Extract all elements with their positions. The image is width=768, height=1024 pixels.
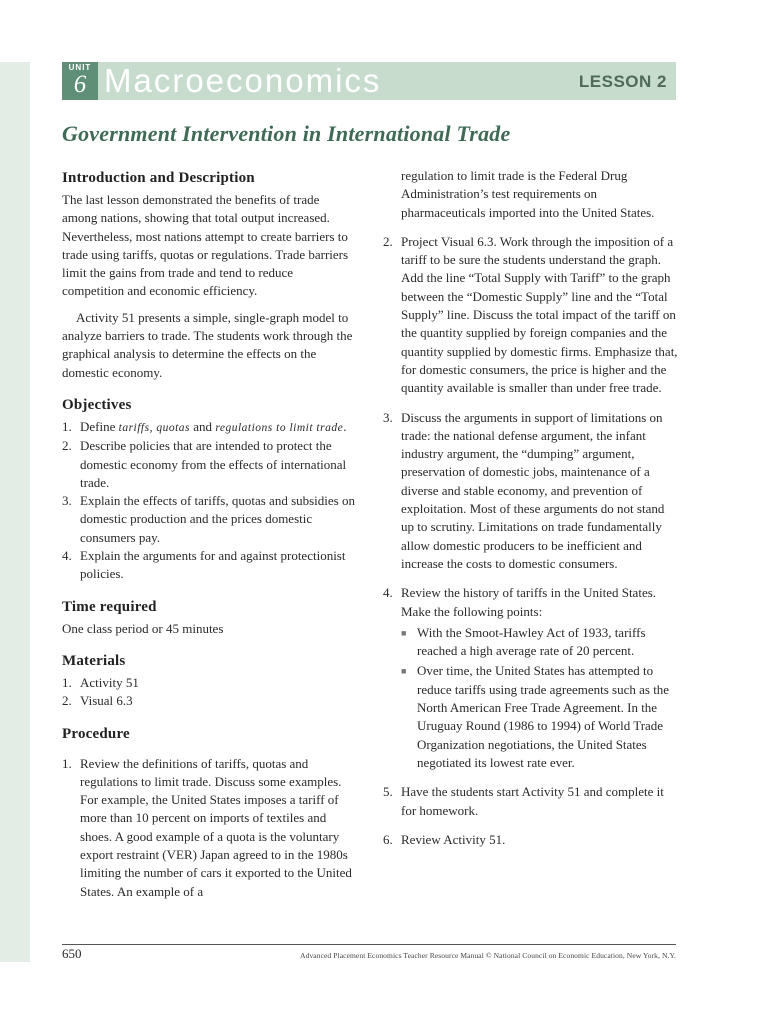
list-item: 4. Explain the arguments for and against protectionist policies.	[62, 548, 346, 582]
materials-section	[62, 651, 358, 711]
list-item: ■ Over time, the United States has attempted to reduce tariffs using trade agreements such as the North American Free Trade Agreement. In the Uruguay Round (1986 to 1994) of World Trade Organization negotiations, the United States negotiated its lowest rate ever.	[401, 662, 678, 772]
list-item: 2. Describe policies that are intended to protect the domestic economy from the effects of international trade.	[62, 438, 347, 490]
tariff-history-list	[401, 624, 678, 772]
unit-badge	[62, 62, 98, 100]
list-item: 2. Visual 6.3	[62, 693, 133, 709]
intro-heading: Introduction and Description	[62, 170, 255, 186]
square-bullet-icon: ■	[401, 627, 407, 638]
objectives-list	[62, 418, 358, 584]
side-strip	[0, 62, 30, 962]
objectives-section	[62, 395, 358, 584]
unit-number: 6	[73, 71, 87, 98]
intro-paragraph-2: Activity 51 presents a simple, single-graph model to analyze barriers to trade. The students work through the graphical analysis to determine the effects on the domestic economy.	[62, 309, 353, 380]
procedure-item-6: 6. Review Activity 51.	[383, 831, 506, 847]
footer-credit: Advanced Placement Economics Teacher Resource Manual © National Council on Economic Education, New York, N.Y.	[300, 951, 676, 960]
right-column	[383, 167, 678, 849]
procedure-heading: Procedure	[62, 725, 130, 742]
procedure-item-5: 5. Have the students start Activity 51 and complete it for homework.	[383, 784, 664, 818]
time-section	[62, 597, 358, 638]
procedure-item-4: 4. Review the history of tariffs in the United States. Make the following points: ■ With the Smoot-Hawley Act of 1933, tariffs reached a high average rate of 20 percent. ■ Over time, the United States has attempted to reduce tariffs using trade agreements such as the North American Free Trade Agreement. In the Uruguay Round (1986 to 1994) of World Trade Organization negotiations, the United States negotiated its lowest rate ever.	[383, 584, 678, 772]
unit-title: Macroeconomics	[104, 62, 382, 99]
footer-divider	[62, 944, 676, 945]
materials-list	[62, 674, 358, 711]
unit-label: UNIT	[68, 63, 92, 72]
list-item: 1. Define tariffs, quotas and regulations to limit trade.	[62, 418, 347, 434]
page-title: Government Intervention in International Trade	[62, 121, 511, 146]
unit-banner	[62, 62, 676, 100]
page-number: 650	[62, 946, 82, 961]
square-bullet-icon: ■	[401, 666, 407, 677]
procedure-item-2: 2. Project Visual 6.3. Work through the imposition of a tariff to be sure the students understand the graph. Add the line “Total Supply with Tariff” to the graph between the “Domestic Supply” line and the “Total Supply” line. Discuss the total impact of the tariff on the quantity supplied by foreign companies and the quantity supplied by domestic firms. Emphasize that, for domestic consumers, the price is higher and the quantity available is smaller than under free trade.	[383, 233, 678, 396]
procedure-item-3: 3. Discuss the arguments in support of limitations on trade: the national defense argument, the infant industry argument, the “dumping” argument, preservation of domestic jobs, maintenance of a diverse and stable economy, and prevention of exploitation. Most of these arguments do not stand up to scrutiny. Limitations on trade fundamentally allow domestic producers to be inefficient and increase the costs to domestic consumers.	[383, 409, 665, 571]
left-column	[62, 168, 358, 901]
time-heading: Time required	[62, 598, 157, 615]
objectives-heading: Objectives	[62, 396, 132, 413]
procedure-item-1-continued: regulation to limit trade is the Federal Drug Administration’s test requirements on pharmaceuticals imported into the United States.	[401, 168, 655, 220]
list-item: 3. Explain the effects of tariffs, quotas and subsidies on domestic production and the prices domestic consumers pay.	[62, 493, 355, 545]
materials-heading: Materials	[62, 652, 126, 669]
list-item: 1. Activity 51	[62, 674, 139, 690]
intro-paragraph-1: The last lesson demonstrated the benefits of trade among nations, showing that total output increased. Nevertheless, most nations attempt to create barriers to trade using tariffs, quotas or regulations. Trade barriers limit the gains from trade and tend to reduce competition and economic efficiency.	[62, 192, 349, 299]
time-text: One class period or 45 minutes	[62, 620, 224, 636]
list-item: ■ With the Smoot-Hawley Act of 1933, tariffs reached a high average rate of 20 percent.	[401, 624, 678, 661]
procedure-section	[62, 724, 358, 901]
procedure-item-1: 1. Review the definitions of tariffs, quotas and regulations to limit trade. Discuss some examples. For example, the United States imposes a tariff of more than 10 percent on imports of textiles and shoes. A good example of a quota is the voluntary export restraint (VER) Japan agreed to in the 1980s limiting the number of cars it exported to the United States. An example of a	[62, 755, 352, 899]
lesson-label: LESSON 2	[578, 72, 667, 91]
